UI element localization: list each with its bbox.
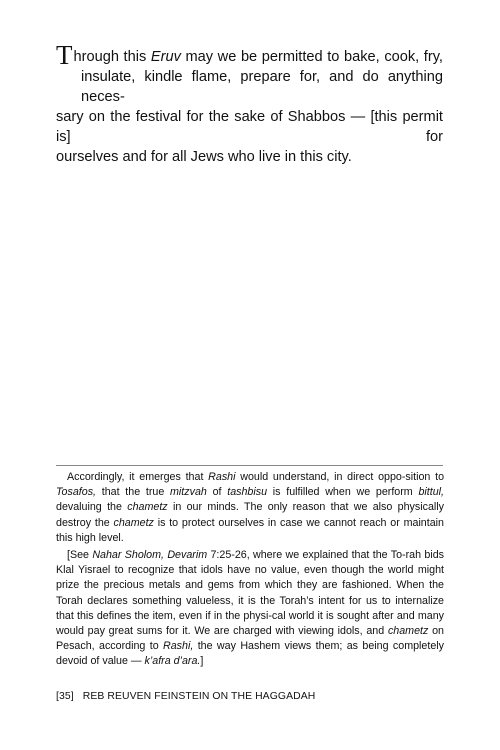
italic-term: Rashi — [208, 471, 236, 483]
footnote-block — [56, 470, 444, 670]
running-title: REB REUVEN FEINSTEIN ON THE HAGGADAH — [82, 691, 316, 702]
italic-term: chametz — [387, 625, 429, 638]
footnote-paragraph: [See Nahar Sholom, Devarim 7:25-26, where we explained that the To-rah bids Klal Yisrael to recognize that idols have no value, even though the world might prize the precious metals and gems from which they are fashioned. When the Torah declares something valueless, it is the Torah’s intent for us to internalize that this defines the item, even if in the physi-cal world it is sought after and many would pay great sums for it. We are charged with viewing idols, and chametz on Pesach, according to Rashi, the way Hashem views them; as being completely devoid of value — k’afra d’ara.] — [56, 549, 444, 668]
main-text-line — [56, 107, 443, 147]
main-line-0: hrough this Eruv may we be permitted to bake, cook, fry, — [73, 49, 443, 65]
italic-term: chametz — [113, 516, 154, 529]
italic-term: k’afra d’ara. — [144, 655, 201, 668]
main-line-2: sary on the festival for the sake of Shabbos — [this permit is] for — [56, 109, 443, 145]
italic-term: Tosafos, — [56, 486, 97, 499]
main-line-3: ourselves and for all Jews who live in this city. — [56, 149, 352, 165]
main-text-line — [56, 147, 443, 167]
drop-cap: T — [56, 40, 73, 70]
italic-term: chametz — [127, 501, 168, 514]
page-number: [35] — [56, 691, 74, 702]
italic-term: bittul, — [418, 486, 444, 499]
main-line-1: insulate, kindle flame, prepare for, and do anything neces- — [81, 69, 443, 105]
italic-term: tashbisu — [227, 486, 268, 499]
footnote-divider — [56, 465, 443, 466]
main-text — [56, 40, 443, 167]
main-text-line — [56, 40, 443, 70]
italic-term: Nahar Sholom, Devarim — [92, 549, 208, 562]
page-footer — [56, 691, 315, 702]
main-text-line — [56, 67, 443, 107]
footnote-paragraph: Accordingly, it emerges that Rashi would understand, in direct oppo-sition to Tosafos, that the true mitzvah of tashbisu is fulfilled when we perform bittul, devaluing the chametz in our minds. The only reason that we also physically destroy the chametz is to protect ourselves in case we cannot reach or maintain this high level. — [56, 471, 445, 544]
italic-term: Eruv — [150, 49, 181, 65]
italic-term: Rashi, — [163, 640, 194, 653]
italic-term: mitzvah — [170, 486, 207, 499]
